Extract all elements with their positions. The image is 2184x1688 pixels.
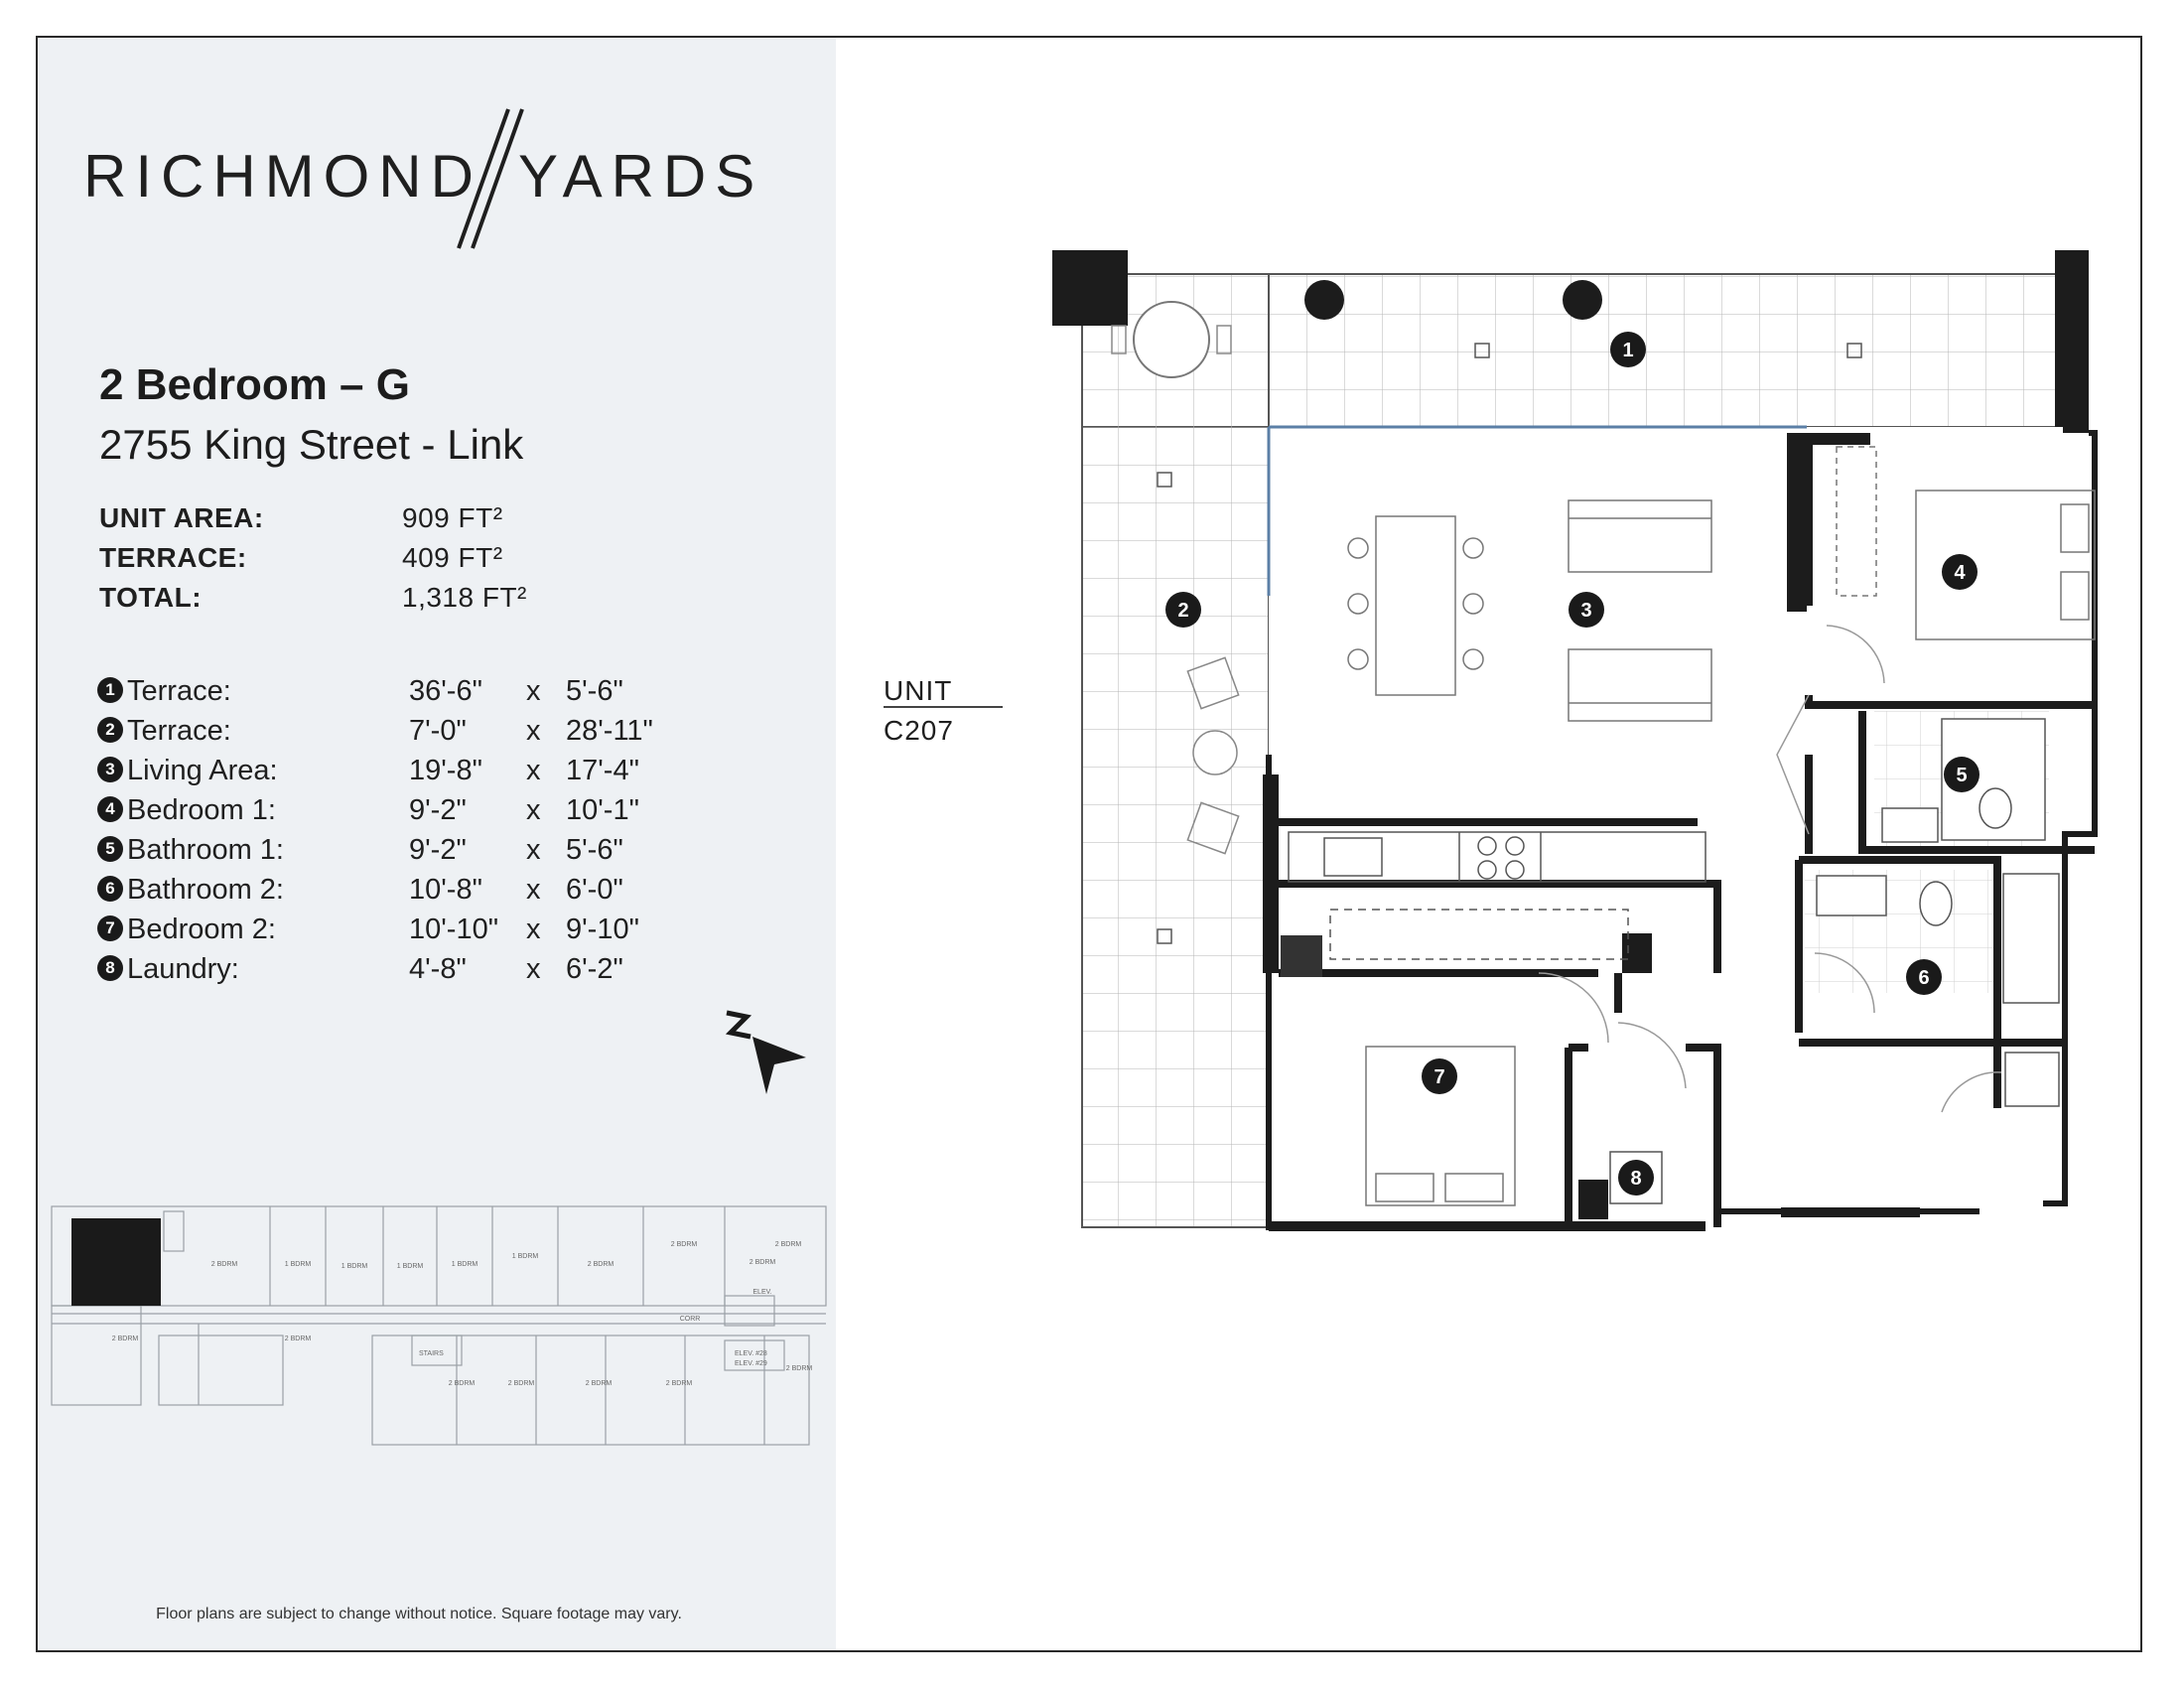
column-corner — [1052, 250, 1128, 326]
unit-location-marker — [71, 1218, 161, 1306]
keyplan-label: 1 BDRM — [284, 1261, 312, 1268]
room-marker-label: 1 — [1622, 340, 1634, 361]
room-by: x — [526, 874, 541, 906]
room-width: 10'-10" — [409, 914, 499, 945]
room-name: Bedroom 2: — [127, 914, 276, 945]
room-number-badge: 6 — [97, 876, 123, 902]
keyplan-label: 2 BDRM — [587, 1261, 614, 1268]
keyplan-label: 2 BDRM — [507, 1380, 535, 1387]
room-name: Living Area: — [127, 755, 278, 786]
area-label-unit: UNIT AREA: — [99, 502, 264, 533]
room-length: 10'-1" — [566, 794, 639, 826]
area-value-terrace: 409 FT² — [402, 542, 503, 573]
keyplan-label: 1 BDRM — [511, 1253, 539, 1260]
area-label-terrace: TERRACE: — [99, 542, 247, 573]
north-arrow-icon — [717, 1003, 816, 1102]
room-name: Laundry: — [127, 953, 239, 985]
keyplan-label: 2 BDRM — [585, 1380, 613, 1387]
room-length: 17'-4" — [566, 755, 639, 786]
keyplan-elevator: ELEV. — [752, 1289, 772, 1296]
room-number-badge: 2 — [97, 717, 123, 743]
floor-plan — [1042, 238, 2134, 1251]
keyplan-label: 2 BDRM — [665, 1380, 693, 1387]
unit-tag-rule — [884, 706, 1003, 708]
room-number-badge: 1 — [97, 677, 123, 703]
room-by: x — [526, 914, 541, 945]
unit-address: 2755 King Street - Link — [99, 421, 524, 468]
room-marker-label: 5 — [1956, 765, 1968, 786]
room-width: 9'-2" — [409, 794, 467, 826]
room-by: x — [526, 715, 541, 747]
key-plan — [50, 1196, 834, 1450]
wall-bottom-right — [1781, 1207, 1920, 1217]
keyplan-elevator-b: ELEV. #29 — [735, 1360, 767, 1367]
room-name: Terrace: — [127, 715, 231, 747]
room-number-badge: 3 — [97, 757, 123, 782]
area-value-total: 1,318 FT² — [402, 582, 527, 613]
room-by: x — [526, 794, 541, 826]
room-name: Bedroom 1: — [127, 794, 276, 826]
area-value-unit: 909 FT² — [402, 502, 503, 533]
keyplan-label: 1 BDRM — [341, 1263, 368, 1270]
room-length: 5'-6" — [566, 834, 623, 866]
brand-right: YARDS — [518, 143, 764, 210]
room-by: x — [526, 834, 541, 866]
keyplan-label: 2 BDRM — [448, 1380, 476, 1387]
stack-block — [1578, 1180, 1608, 1219]
column-round — [1563, 280, 1602, 320]
keyplan-stairs: STAIRS — [419, 1350, 444, 1357]
keyplan-label: 2 BDRM — [785, 1365, 813, 1372]
stack-block — [1622, 933, 1652, 973]
room-length: 9'-10" — [566, 914, 639, 945]
room-marker-label: 3 — [1580, 600, 1592, 622]
room-name: Bathroom 1: — [127, 834, 284, 866]
unit-tag-code: C207 — [884, 715, 954, 746]
room-by: x — [526, 953, 541, 985]
keyplan-label: 2 BDRM — [111, 1336, 139, 1342]
room-marker-label: 6 — [1918, 967, 1930, 989]
room-number-badge: 4 — [97, 796, 123, 822]
column-right — [2055, 250, 2089, 433]
unit-tag-label: UNIT — [884, 675, 953, 706]
table-icon — [1134, 302, 1209, 377]
wall-bottom-solid — [1269, 1221, 1706, 1231]
room-length: 5'-6" — [566, 675, 623, 707]
room-marker-label: 4 — [1954, 562, 1966, 584]
room-length: 6'-0" — [566, 874, 623, 906]
keyplan-label: 2 BDRM — [774, 1241, 802, 1248]
room-by: x — [526, 755, 541, 786]
room-name: Terrace: — [127, 675, 231, 707]
terrace-2 — [1082, 274, 1269, 1227]
unit-title: 2 Bedroom – G — [99, 360, 410, 409]
keyplan-label: 2 BDRM — [210, 1261, 238, 1268]
keyplan-label: 2 BDRM — [284, 1336, 312, 1342]
disclaimer: Floor plans are subject to change without notice. Square footage may vary. — [156, 1606, 682, 1622]
brand-left: RICHMOND — [83, 143, 482, 210]
column-round — [1304, 280, 1344, 320]
keyplan-corridor: CORR — [679, 1316, 701, 1323]
area-label-total: TOTAL: — [99, 582, 203, 613]
room-name: Bathroom 2: — [127, 874, 284, 906]
room-marker-label: 2 — [1177, 600, 1189, 622]
room-width: 4'-8" — [409, 953, 467, 985]
room-by: x — [526, 675, 541, 707]
room-marker-label: 8 — [1630, 1168, 1642, 1190]
keyplan-label: 1 BDRM — [396, 1263, 424, 1270]
room-width: 19'-8" — [409, 755, 482, 786]
room-number-badge: 7 — [97, 915, 123, 941]
room-marker-label: 7 — [1433, 1066, 1445, 1088]
column-round — [1281, 935, 1322, 977]
room-width: 9'-2" — [409, 834, 467, 866]
room-number-badge: 8 — [97, 955, 123, 981]
brand-logo — [83, 99, 798, 258]
closet-block — [1787, 433, 1870, 445]
closet-block — [1787, 433, 1807, 612]
room-width: 36'-6" — [409, 675, 482, 707]
room-length: 28'-11" — [566, 715, 653, 747]
room-width: 7'-0" — [409, 715, 467, 747]
keyplan-elevator-a: ELEV. #28 — [735, 1350, 767, 1357]
room-width: 10'-8" — [409, 874, 482, 906]
room-number-badge: 5 — [97, 836, 123, 862]
room-length: 6'-2" — [566, 953, 623, 985]
wall-left-solid — [1263, 774, 1279, 973]
keyplan-label: 2 BDRM — [749, 1259, 776, 1266]
keyplan-label: 2 BDRM — [670, 1241, 698, 1248]
keyplan-label: 1 BDRM — [451, 1261, 478, 1268]
